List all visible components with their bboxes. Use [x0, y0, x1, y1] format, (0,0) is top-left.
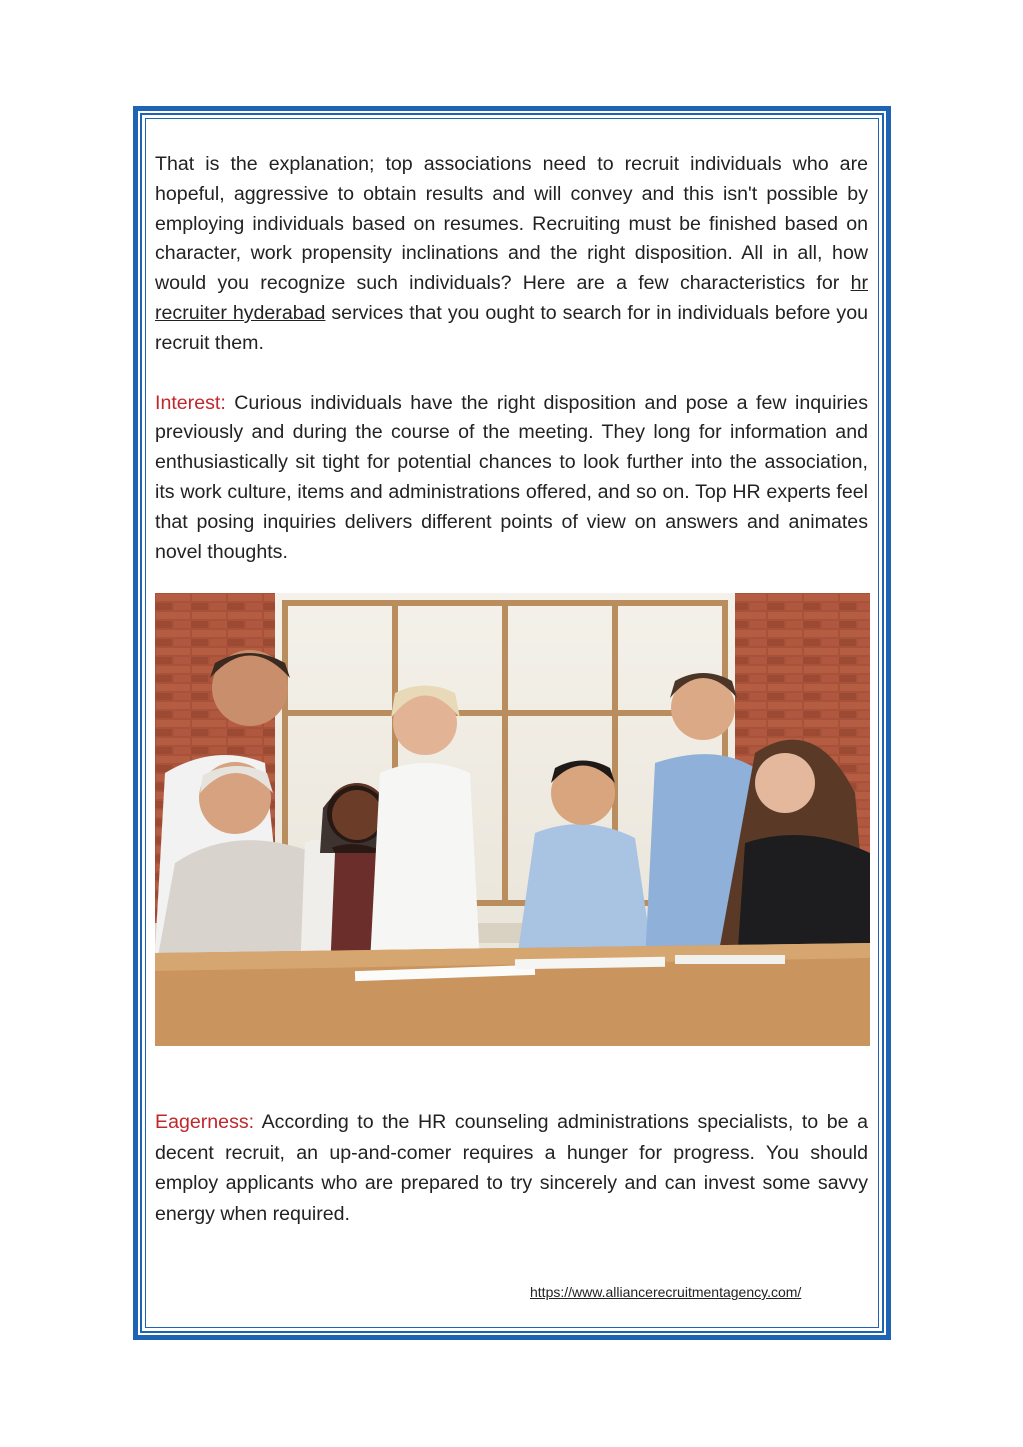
- eagerness-text: According to the HR counseling administrations specialists, to be a decent recruit, an up-and-comer requires a hunger for progress. You should employ applicants who are prepared to try sincerely and can invest some savvy energy when required.: [155, 1111, 868, 1225]
- hr-recruiter-link[interactable]: hr recruiter hyderabad: [155, 272, 868, 324]
- article-body: [155, 150, 868, 567]
- footer-url-link[interactable]: https://www.alliancerecruitmentagency.com/: [530, 1284, 802, 1300]
- interest-paragraph: [155, 389, 868, 568]
- eagerness-paragraph: [155, 1107, 868, 1229]
- intro-text-end: services that you ought to search for in individuals before you recruit them.: [155, 301, 869, 354]
- team-photo: [155, 593, 870, 1046]
- interest-heading: Interest:: [155, 391, 226, 414]
- intro-text: That is the explanation; top associations need to recruit individuals who are hopeful, aggressive to obtain results and will convey and this isn't possible by employing individuals based on resumes. Recruiting must be finished based on character, work propensity inclinations and the right disposition. All in all, how would you recognize such individuals? Here are a few characteristics for: [155, 153, 868, 295]
- intro-paragraph: [155, 150, 868, 359]
- eagerness-heading: Eagerness:: [155, 1111, 255, 1133]
- interest-text: Curious individuals have the right disposition and pose a few inquiries previously and during the course of the meeting. They long for information and enthusiastically sit tight for potential chances to look further into the association, its work culture, items and administrations offered, and so on. Top HR experts feel that posing inquiries delivers different points of view on answers and animates novel thoughts.: [155, 391, 868, 563]
